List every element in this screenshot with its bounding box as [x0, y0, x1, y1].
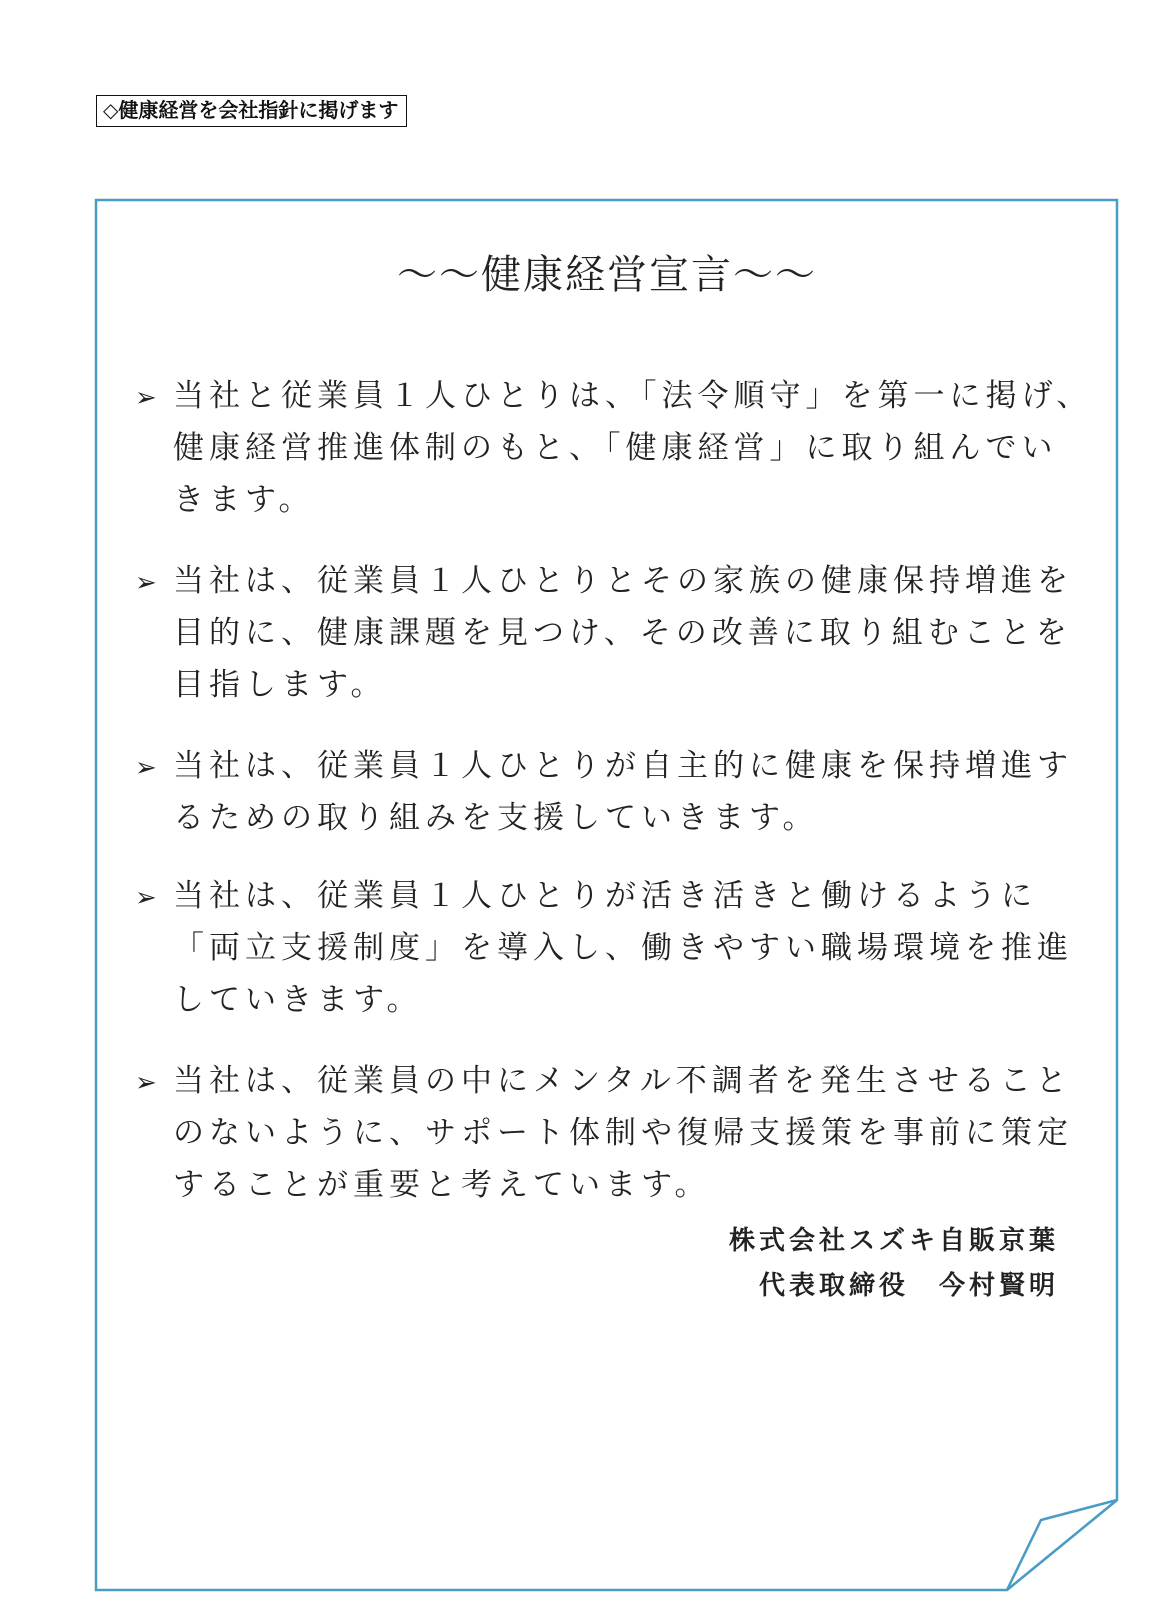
list-item-text: 当社は、従業員１人ひとりが活き活きと働けるように「両立支援制度」を導入し、働きやすい職場環境を推進していきます。 — [173, 878, 1073, 1018]
list-item-text: 当社は、従業員１人ひとりとその家族の健康保持増進を目的に、健康課題を見つけ、その改善に取り組むことを目指します。 — [173, 563, 1073, 703]
arrow-bullet-icon: ➢ — [135, 383, 157, 413]
arrow-bullet-icon: ➢ — [135, 753, 157, 783]
list-item-text: 当社は、従業員の中にメンタル不調者を発生させることのないように、サポート体制や復帰支援策を事前に策定することが重要と考えています。 — [173, 1063, 1073, 1203]
signature-company: 株式会社スズキ自販京葉 — [728, 1226, 1059, 1256]
list-item-text: 当社と従業員１人ひとりは、「法令順守」を第一に掲げ、健康経営推進体制のもと、「健康経営」に取り組んでいきます。 — [173, 378, 1093, 518]
arrow-bullet-icon: ➢ — [135, 883, 157, 913]
arrow-bullet-icon: ➢ — [135, 1068, 157, 1098]
page-title: ～～健康経営宣言～～ — [397, 252, 817, 298]
page-curl-icon — [1007, 1500, 1117, 1590]
header-tag: ◇健康経営を会社指針に掲げます — [96, 95, 407, 127]
list-item-text: 当社は、従業員１人ひとりが自主的に健康を保持増進するための取り組みを支援していきます。 — [173, 748, 1073, 836]
signature-name: 代表取締役 今村賢明 — [758, 1271, 1059, 1301]
arrow-bullet-icon: ➢ — [135, 568, 157, 598]
